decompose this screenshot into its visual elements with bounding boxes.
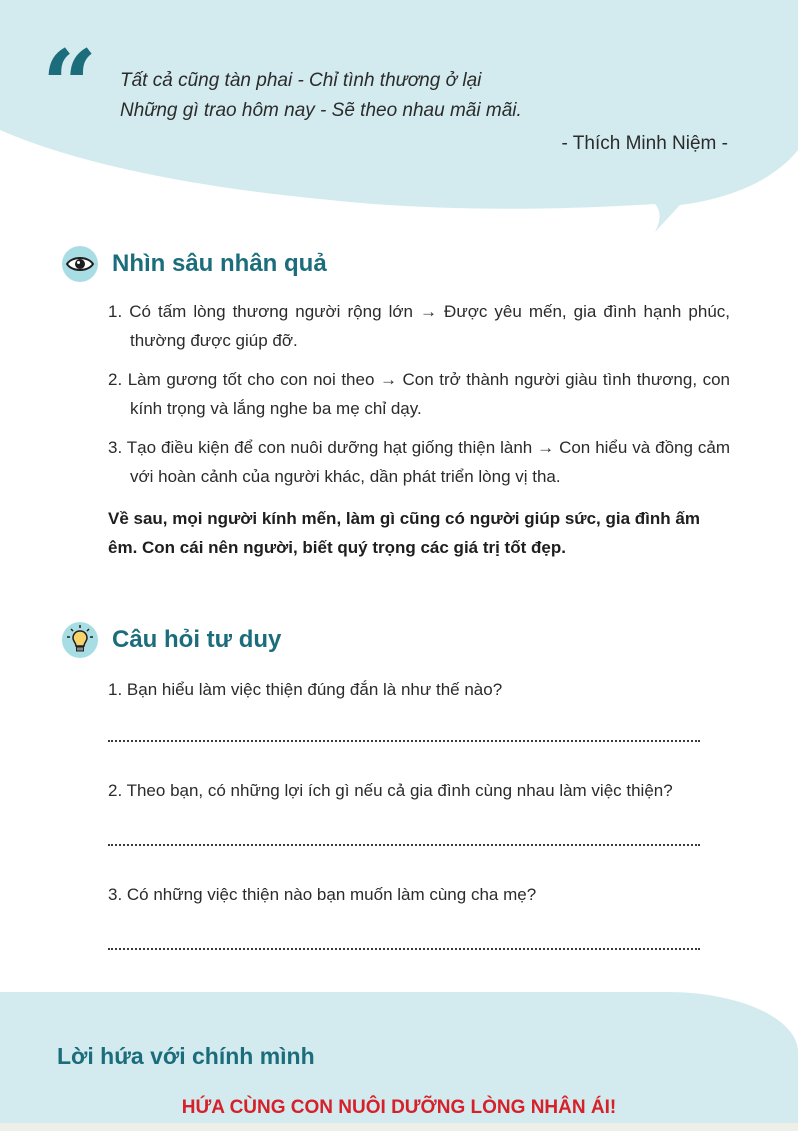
question-2: 2. Theo bạn, có những lợi ích gì nếu cả gia đình cùng nhau làm việc thiện? xyxy=(108,781,673,800)
list-item: 1. Có tấm lòng thương người rộng lớn → Được yêu mến, gia đình hạnh phúc, thường được giúp đỡ. xyxy=(108,302,730,350)
lightbulb-icon xyxy=(62,622,98,658)
section-title-questions: Câu hỏi tư duy xyxy=(112,626,282,653)
answer-line-3[interactable] xyxy=(108,948,700,950)
promise-title: Lời hứa với chính mình xyxy=(57,1043,315,1069)
list-item: 3. Tạo điều kiện để con nuôi dưỡng hạt giống thiện lành → Con hiểu và đồng cảm với hoàn cảnh của người khác, dần phát triển lòng vị tha. xyxy=(108,438,730,486)
quote-line-2: Những gì trao hôm nay - Sẽ theo nhau mãi mãi. xyxy=(120,100,522,121)
quote-text xyxy=(120,66,522,126)
quote-mark-icon: “ xyxy=(42,29,98,142)
question-1: 1. Bạn hiểu làm việc thiện đúng đắn là như thế nào? xyxy=(108,680,503,699)
eye-icon xyxy=(62,246,98,282)
question-3: 3. Có những việc thiện nào bạn muốn làm cùng cha mẹ? xyxy=(108,885,537,904)
bottom-strip xyxy=(0,1123,798,1131)
answer-line-1[interactable] xyxy=(108,740,700,742)
promise-text: HỨA CÙNG CON NUÔI DƯỠNG LÒNG NHÂN ÁI! xyxy=(181,1097,617,1118)
summary-text: Về sau, mọi người kính mến, làm gì cũng có người giúp sức, gia đình ấm êm. Con cái nên người, biết quý trọng các giá trị tốt đẹp. xyxy=(108,509,700,557)
quote-author: - Thích Minh Niệm - xyxy=(561,133,728,154)
answer-line-2[interactable] xyxy=(108,844,700,846)
causality-list xyxy=(108,297,730,501)
quote-line-1: Tất cả cũng tàn phai - Chỉ tình thương ở lại xyxy=(120,70,482,91)
section-title-causality: Nhìn sâu nhân quả xyxy=(112,250,327,277)
list-item: 2. Làm gương tốt cho con noi theo → Con trở thành người giàu tình thương, con kính trọng và lắng nghe ba mẹ chỉ dạy. xyxy=(108,370,730,418)
